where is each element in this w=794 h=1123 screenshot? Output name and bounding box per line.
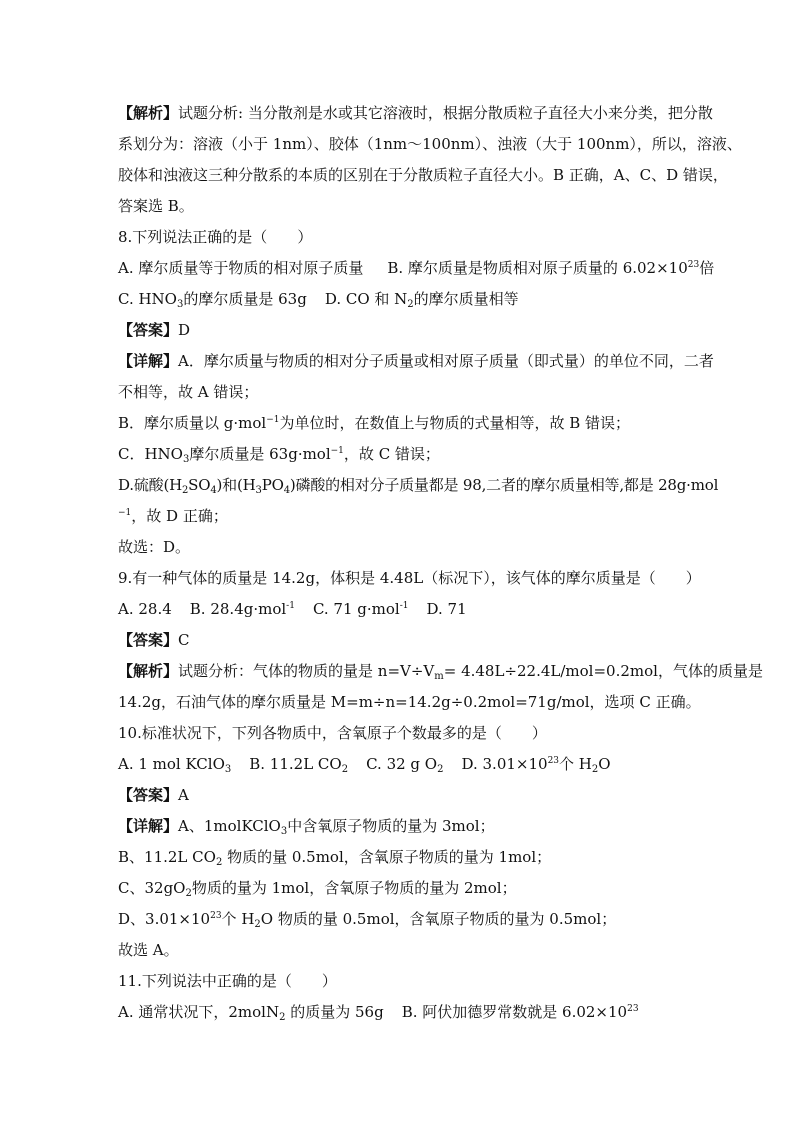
options-row — [118, 599, 698, 619]
analysis-line: 【解析】试题分析: 当分散剂是水或其它溶液时，根据分散质粒子直径大小来分类，把分散 — [118, 104, 713, 122]
answer-line — [118, 785, 698, 805]
detail-line: B、11.2L $CO_2$ 物质的量 0.5mol，含氧原子物质的量为 1mol； — [118, 848, 552, 868]
option-d: D. 71 — [426, 600, 467, 618]
answer-value: C — [178, 631, 190, 649]
detail-line: 不相等，故 A 错误； — [118, 383, 259, 401]
detail-line: 【详解】A．摩尔质量与物质的相对分子质量或相对原子质量（即式量）的单位不同，二者 — [118, 352, 714, 370]
answer-tag: 【答案】 — [118, 321, 179, 339]
options-row — [118, 289, 698, 309]
detail-line: D.硫酸$(H_2SO_4)$和$(H_3PO_4)$磷酸的相对分子质量都是 98,二者的摩尔质量相等,都是 28g·mol — [118, 476, 719, 496]
detail-line: 故选 A。 — [118, 941, 179, 959]
answer-tag: 【答案】 — [118, 631, 179, 649]
option-d: D. CO 和 $N_2$的摩尔质量相等 — [324, 290, 519, 310]
answer-line — [118, 630, 698, 650]
detail-tag: 【详解】 — [118, 817, 179, 835]
analysis-line: 14.2g，石油气体的摩尔质量是 M=m÷n=14.2g÷0.2mol=71g/mol，选项 C 正确。 — [118, 693, 701, 711]
analysis-line: 胶体和浊液这三种分散系的本质的区别在于分散质粒子直径大小。B 正确，A、C、D 错误， — [118, 166, 728, 184]
options-row — [118, 258, 715, 278]
option-b: B. 28.4g·mol$^{-1}$ — [189, 600, 295, 618]
question-stem: 11.下列说法中正确的是（ ） — [118, 972, 337, 990]
option-b: B. 摩尔质量是物质相对原子质量的 $6.02\times 10^{23}$倍 — [387, 259, 715, 277]
options-row — [118, 754, 698, 774]
option-a: A. 28.4 — [118, 600, 172, 618]
option-b: B. 阿伏加德罗常数就是 $6.02\times 10^{23}$ — [401, 1003, 639, 1021]
option-b: B. 11.2L $CO_2$ — [249, 755, 349, 775]
detail-line: 【详解】A、1molKClO$_3$中含氧原子物质的量为 3mol； — [118, 817, 495, 837]
analysis-line: 【解析】试题分析：气体的物质的量是 $n=V\div V_m= 4.48L\div 22.4L/mol=0.2mol$，气体的质量是 — [118, 662, 763, 682]
detail-line: C．$HNO_3$摩尔质量是 63g·mol$^{-1}$，故 C 错误； — [118, 445, 440, 465]
option-c: C. $HNO_3$的摩尔质量是 63g — [118, 290, 307, 310]
analysis-line: 系划分为：溶液（小于 1nm）、胶体（1nm～100nm）、浊液（大于 100nm），所以，溶液、 — [118, 135, 742, 153]
detail-line: $^{-1}$，故 D 正确； — [118, 507, 228, 525]
detail-tag: 【详解】 — [118, 352, 179, 370]
option-d: D. $3.01\times 10^{23}$个 $H_2O$ — [461, 755, 611, 775]
option-a: A. 通常状况下，2molN$_2$ 的质量为 56g — [118, 1003, 384, 1023]
option-a: A. 1 mol KClO$_3$ — [118, 755, 232, 775]
question-stem: 8.下列说法正确的是（ ） — [118, 228, 313, 246]
analysis-tag: 【解析】 — [118, 662, 179, 680]
answer-tag: 【答案】 — [118, 786, 179, 804]
answer-value: A — [178, 786, 189, 804]
answer-value: D — [178, 321, 191, 339]
options-row — [118, 1002, 698, 1022]
detail-line: C、$32gO_2$物质的量为 1mol，含氧原子物质的量为 2mol； — [118, 879, 517, 899]
option-a: A. 摩尔质量等于物质的相对原子质量 — [118, 259, 364, 277]
detail-line: B．摩尔质量以 g·mol$^{-1}$为单位时，在数值上与物质的式量相等，故 B 错误； — [118, 414, 631, 432]
analysis-tag: 【解析】 — [118, 104, 179, 122]
option-c: C. 32 g $O_2$ — [366, 755, 444, 775]
option-c: C. 71 g·mol$^{-1}$ — [312, 600, 409, 618]
question-stem: 10.标准状况下，下列各物质中，含氧原子个数最多的是（ ） — [118, 724, 547, 742]
analysis-line: 答案选 B。 — [118, 197, 194, 215]
detail-line: D、$3.01\times 10^{23}$个 $H_2O$ 物质的量 0.5mol，含氧原子物质的量为 0.5mol； — [118, 910, 617, 930]
detail-line: 故选：D。 — [118, 538, 191, 556]
answer-line — [118, 320, 698, 340]
question-stem: 9.有一种气体的质量是 14.2g，体积是 4.48L（标况下），该气体的摩尔质量是（ ） — [118, 569, 701, 587]
